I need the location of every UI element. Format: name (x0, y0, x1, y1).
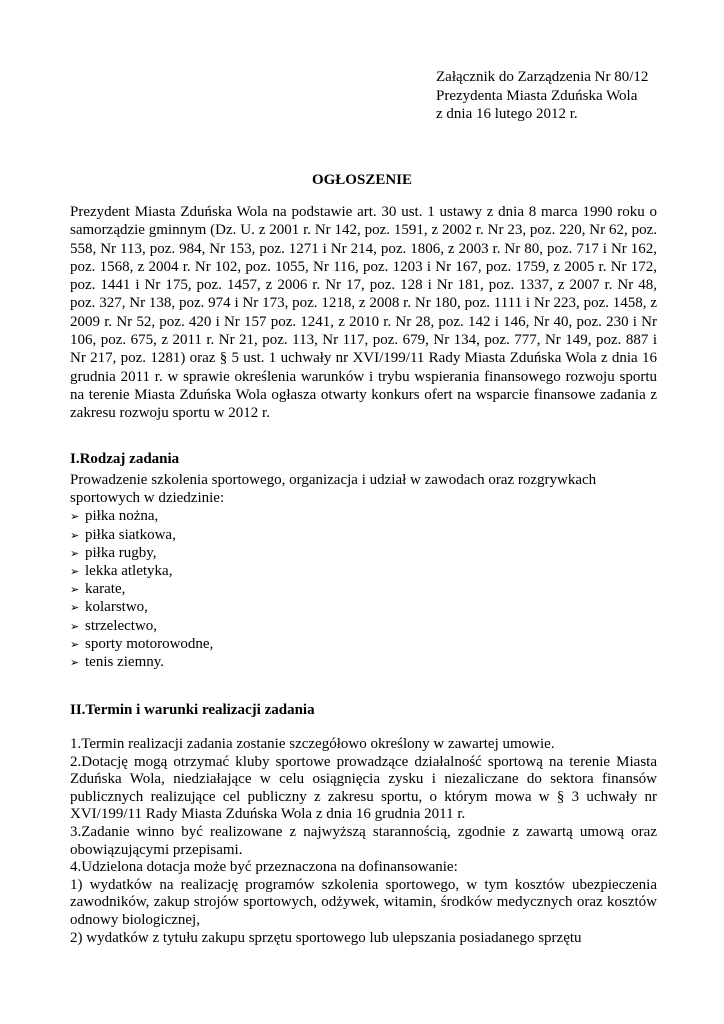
section-2-point-1: 1.Termin realizacji zadania zostanie szczegółowo określony w zawartej umowie. (70, 736, 555, 752)
sport-list-item-label: piłka siatkowa, (85, 526, 176, 543)
annex-line-2: Prezydenta Miasta Zduńska Wola (436, 87, 638, 104)
arrow-bullet-icon: ➢ (70, 655, 80, 669)
arrow-bullet-icon: ➢ (70, 528, 80, 542)
section-2-point-4: 4.Udzielona dotacja może być przeznaczona na dofinansowanie: (70, 859, 458, 876)
arrow-bullet-icon: ➢ (70, 510, 80, 524)
arrow-bullet-icon: ➢ (70, 564, 80, 578)
section-2-point-3: 3.Zadanie winno być realizowane z najwyższą starannością, zgodnie z zawartą umową oraz obowiązującymi przepisami. (70, 823, 657, 858)
arrow-bullet-icon: ➢ (70, 601, 80, 615)
sport-list-item (70, 635, 657, 653)
section-2-body (70, 736, 657, 947)
sport-list-item-label: piłka rugby, (85, 544, 157, 561)
annex-header (436, 68, 648, 124)
sport-list-item (70, 507, 657, 525)
sport-list-item-label: kolarstwo, (85, 599, 148, 616)
sport-list-item-label: tenis ziemny. (85, 653, 165, 670)
section-2-heading: II.Termin i warunki realizacji zadania (70, 702, 315, 718)
sport-list (70, 507, 657, 671)
sport-list-item (70, 617, 657, 635)
annex-line-3: z dnia 16 lutego 2012 r. (436, 106, 578, 122)
sport-list-item-label: lekka atletyka, (85, 562, 173, 579)
intro-paragraph: Prezydent Miasta Zduńska Wola na podstawie art. 30 ust. 1 ustawy z dnia 8 marca 1990 roku o samorządzie gminnym (Dz. U. z 2001 r. Nr 142, poz. 1591, z 2002 r. Nr 23, poz. 220, Nr 62, poz. 558, Nr 113, poz. 984, Nr 153, poz. 1271 i Nr 214, poz. 1806, z 2003 r. Nr 80, poz. 717 i Nr 162, poz. 1568, z 2004 r. Nr 102, poz. 1055, Nr 116, poz. 1203 i Nr 167, poz. 1759, z 2005 r. Nr 172, poz. 1441 i Nr 175, poz. 1457, z 2006 r. Nr 17, poz. 128 i Nr 181, poz. 1337, z 2007 r. Nr 48, poz. 327, Nr 138, poz. 974 i Nr 173, poz. 1218, z 2008 r. Nr 180, poz. 1111 i Nr 223, poz. 1458, z 2009 r. Nr 52, poz. 420 i Nr 157 poz. 1241, z 2010 r. Nr 28, poz. 142 i 146, Nr 40, poz. 230 i Nr 106, poz. 675, z 2011 r. Nr 21, poz. 113, Nr 117, poz. 679, Nr 134, poz. 777, Nr 149, poz. 887 i Nr 217, poz. 1281) oraz § 5 ust. 1 uchwały nr XVI/199/11 Rady Miasta Zduńska Wola z dnia 16 grudnia 2011 r. w sprawie określenia warunków i trybu wspierania finansowego rozwoju sportu na terenie Miasta Zduńska Wola ogłasza otwarty konkurs ofert na wsparcie finansowe zadania z zakresu rozwoju sportu w 2012 r. (70, 204, 657, 422)
sport-list-item (70, 562, 657, 580)
sport-list-item (70, 544, 657, 562)
arrow-bullet-icon: ➢ (70, 546, 80, 560)
arrow-bullet-icon: ➢ (70, 637, 80, 651)
section-1-body (70, 471, 657, 671)
sport-list-item-label: sporty motorowodne, (85, 635, 214, 652)
section-2-subpoint-2: 2) wydatków z tytułu zakupu sprzętu sportowego lub ulepszania posiadanego sprzętu (70, 929, 582, 946)
document-title: OGŁOSZENIE (311, 172, 413, 188)
sport-list-item-label: karate, (85, 581, 126, 598)
annex-line-1: Załącznik do Zarządzenia Nr 80/12 (436, 69, 649, 85)
arrow-bullet-icon: ➢ (70, 583, 80, 597)
section-1-text: Prowadzenie szkolenia sportowego, organizacja i udział w zawodach oraz rozgrywkach sportowych w dziedzinie: (70, 472, 597, 507)
arrow-bullet-icon: ➢ (70, 619, 80, 633)
sport-list-item (70, 526, 657, 544)
sport-list-item (70, 580, 657, 598)
sport-list-item (70, 598, 657, 616)
sport-list-item-label: piłka nożna, (85, 508, 159, 525)
section-2-point-2: 2.Dotację mogą otrzymać kluby sportowe prowadzące działalność sportową na terenie Miasta Zduńska Wola, niedziałające w celu osiągnięcia zysku i niezaliczane do sektora finansów publicznych realizujące cel publiczny z zakresu sportu, o którym mowa w § 3 uchwały nr XVI/199/11 Rady Miasta Zduńska Wola z dnia 16 grudnia 2011 r. (70, 753, 657, 823)
sport-list-item-label: strzelectwo, (85, 617, 158, 634)
section-1-heading: I.Rodzaj zadania (70, 451, 180, 467)
section-2-subpoint-1: 1) wydatków na realizację programów szkolenia sportowego, w tym kosztów ubezpieczenia zawodników, zakup strojów sportowych, odżywek, witamin, środków medycznych oraz kosztów odnowy biologicznej, (70, 876, 657, 928)
sport-list-item (70, 653, 657, 671)
